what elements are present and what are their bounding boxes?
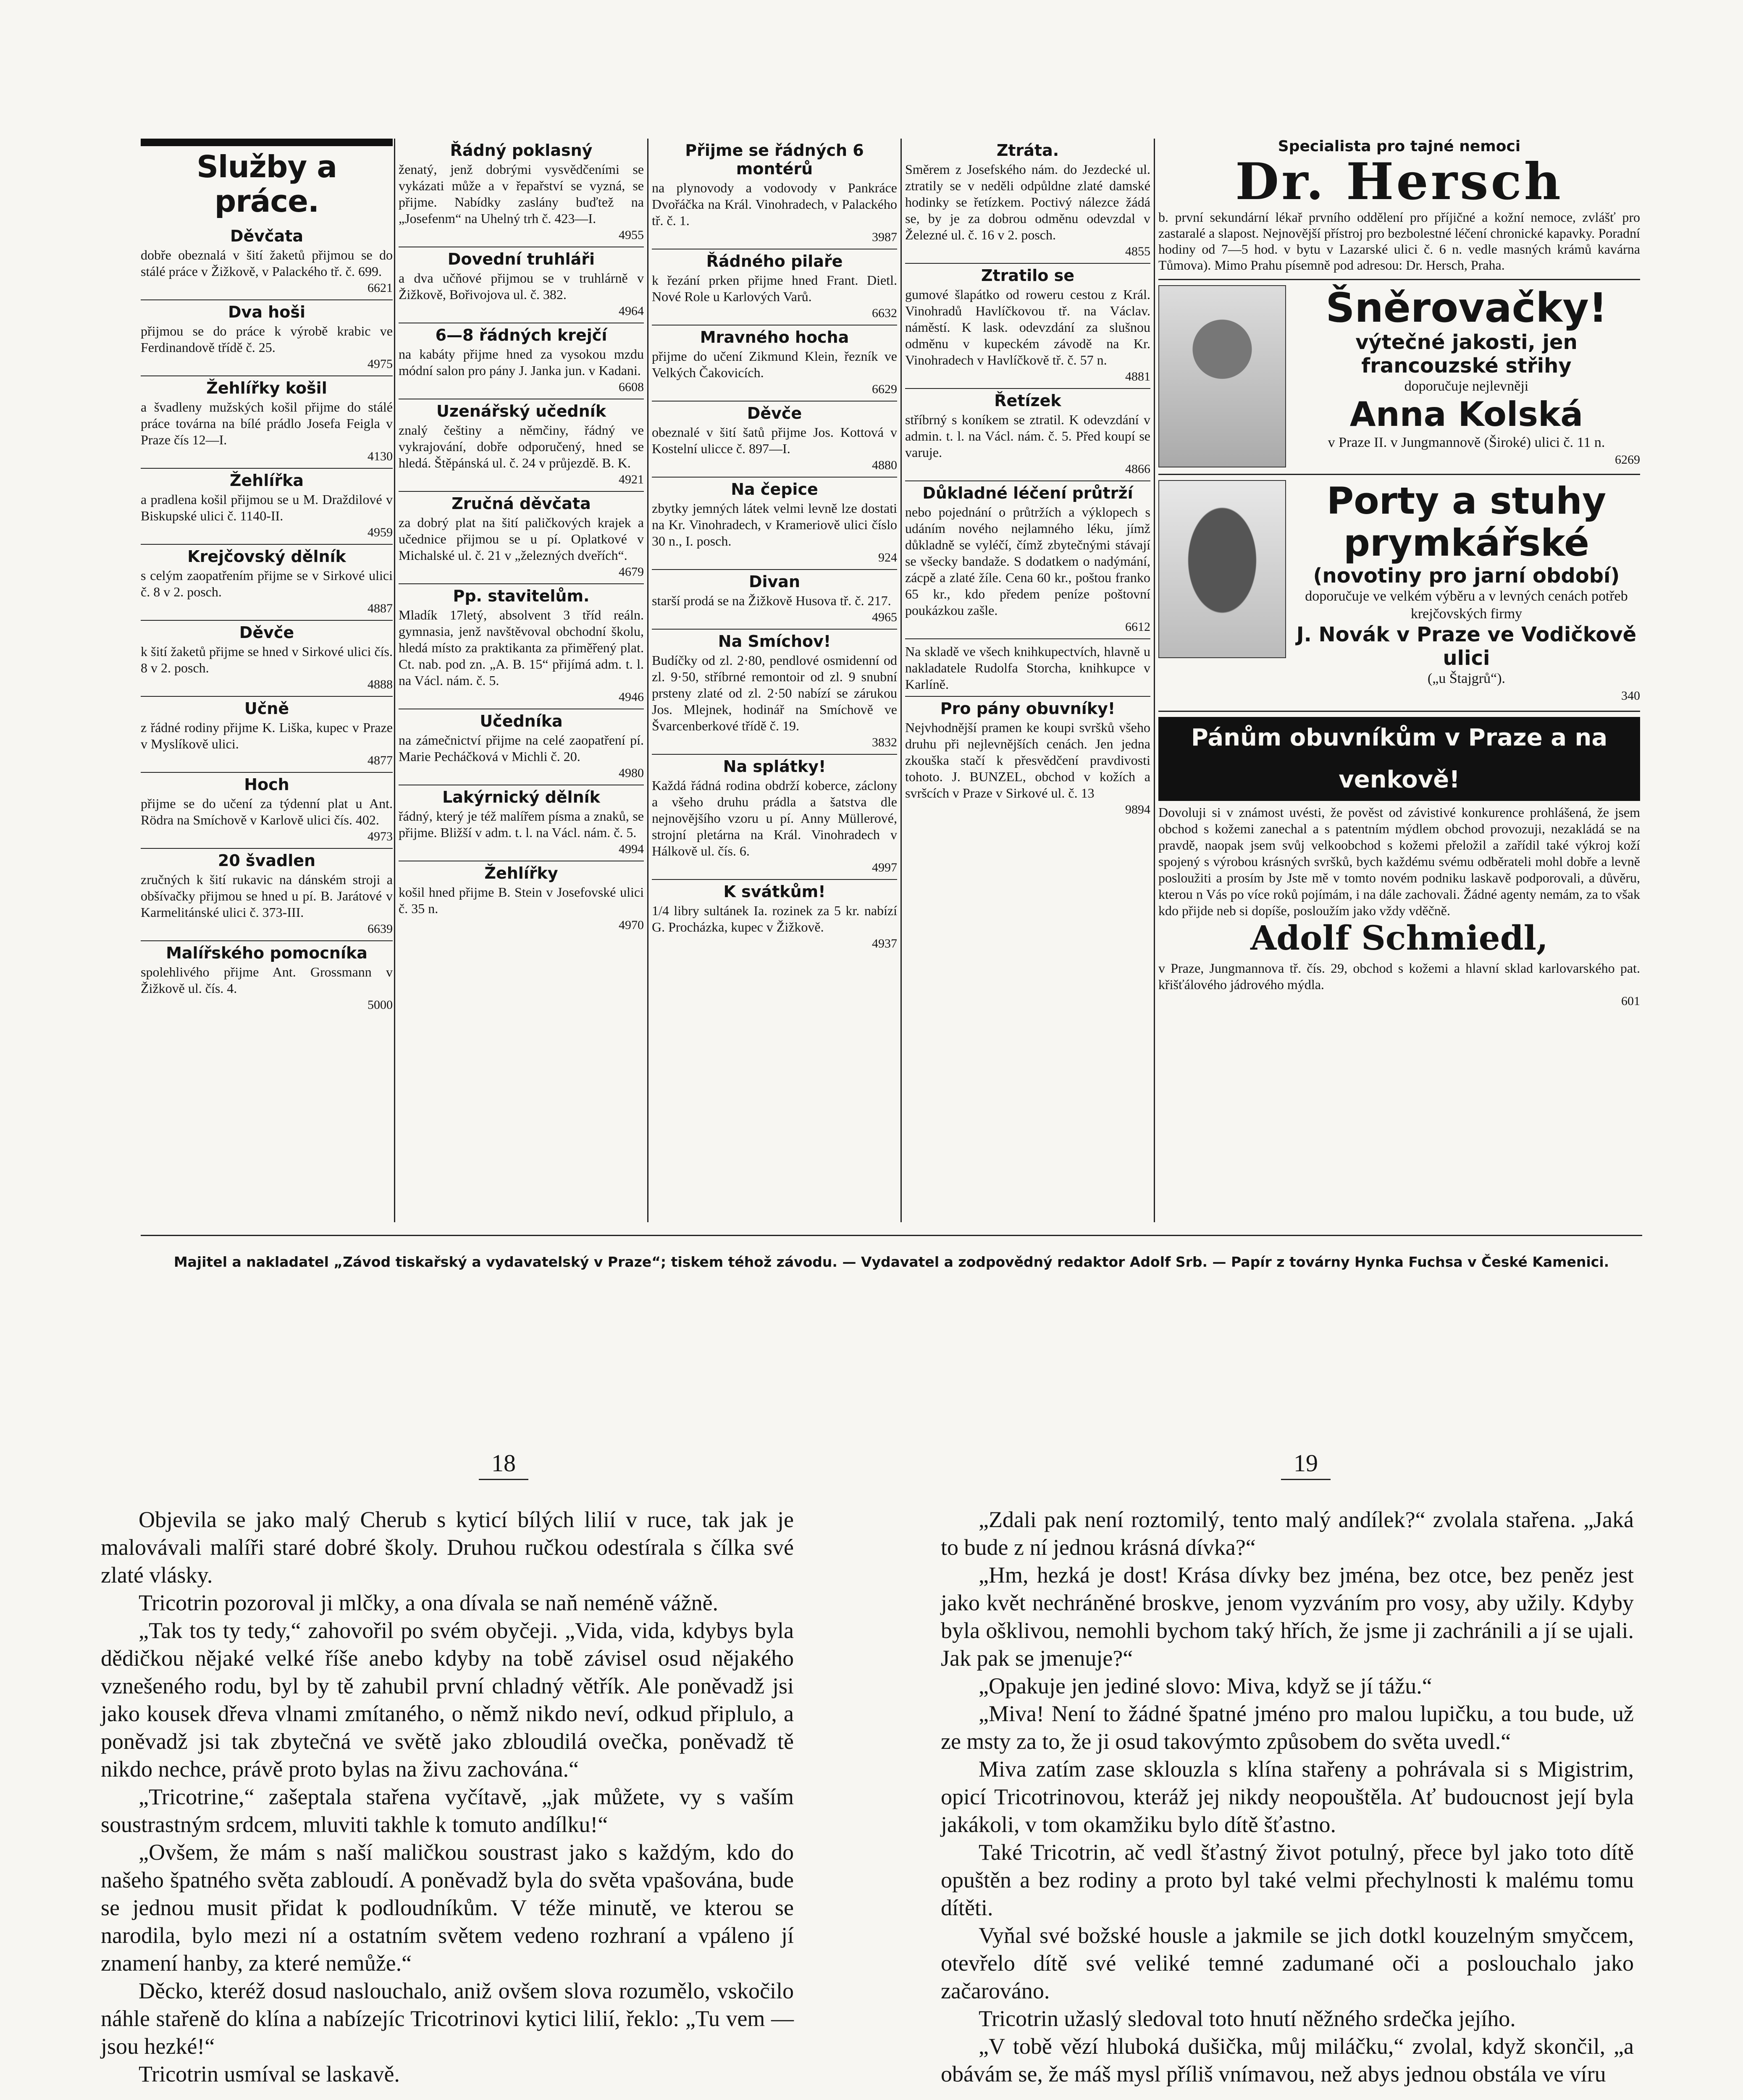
ad-number: 6629	[872, 382, 897, 396]
story-paragraph: „Zdali pak není roztomilý, tento malý andílek?“ zvolala stařena. „Jaká to bude z ní jednou krásná dívka?“	[941, 1507, 1634, 1560]
ad-number: 4997	[872, 861, 897, 874]
ad-body: na plynovody a vodovody v Pankráce Dvořáčka na Král. Vinohradech, v Palackého tř. č. 1.	[652, 180, 897, 228]
hersch-name: Dr. Hersch	[1235, 152, 1563, 211]
schmiedl-name: Adolf Schmiedl,	[1250, 918, 1548, 958]
ad-number: 9894	[1125, 803, 1150, 816]
ad-title: 6—8 řádných krejčí	[435, 326, 607, 344]
ads-column-2	[394, 139, 647, 1222]
ad-body: přijme se do učení za týdenní plat u Ant. Rödra na Smíchově v Karlově ulici čís. 402.	[141, 796, 393, 827]
ad-item	[399, 709, 644, 785]
section-title: Služby a práce.	[197, 149, 337, 219]
ad-title: Děvče	[239, 623, 294, 642]
story-paragraph: „Tak tos ty tedy,“ zahovořil po svém obyčeji. „Vida, vida, kdybys byla dědičkou nějaké velké říše anebo kdyby na tobě závisel osud nějakého vznešeného rodu, byl by tě zahubil první chladný větřík. Ale poněvadž jsi jako kousek dřeva vlnami zmítaného, o němž nikdo neví, odkud připlulo, a poněvadž jsi tak zbytečná ve světě jako zbloudilá ovečka, poněvadž tě nikdo nechce, právě proto bylas na živu zachována.“	[101, 1618, 794, 1782]
porty-sub: (novotiny pro jarní období)	[1313, 564, 1620, 588]
ad-number: 4866	[1125, 462, 1150, 476]
ad-body: a dva učňové přijmou se v truhlárně v Žižkově, Bořivojova ul. č. 382.	[399, 270, 644, 302]
footer-rule	[141, 1235, 1642, 1236]
schmiedl-num: 601	[1621, 994, 1640, 1008]
dress-form-illustration	[1158, 480, 1286, 658]
publisher-footer: Majitel a nakladatel „Závod tiskařský a vydavatelský v Praze“; tiskem téhož závodu. — Vydavatel a zodpovědný redaktor Adolf Srb. — Papír z továrny Hynka Fuchsa v České Kamenici.	[173, 1254, 1609, 1270]
ad-title: Děvčata	[230, 227, 304, 245]
ad-body: Každá řádná rodina obdrží koberce, záclony a všeho druhu prádla a šatstva dle nejnovějšího vzoru u pí. Anny Müllerové, strojní pletárna na Král. Vinohradech v Hálkově ul. čís. 6.	[652, 778, 897, 858]
classified-ads	[141, 139, 1642, 1222]
ad-item	[399, 323, 644, 399]
ad-number: 4959	[368, 525, 393, 539]
corset-line2: francouzské střihy	[1361, 354, 1572, 378]
ad-number: 4955	[619, 228, 644, 242]
ad-body: k šití žaketů přijme se hned v Sirkové ulici čís. 8 v 2. posch.	[141, 644, 393, 675]
ad-number: 4855	[1125, 244, 1150, 258]
col1-list	[141, 224, 393, 1016]
section-rule	[141, 139, 393, 146]
ad-item	[652, 755, 897, 880]
ad-title: Uzenářský učedník	[436, 402, 606, 420]
porty-firm: J. Novák v Praze ve Vodičkově ulici	[1296, 623, 1637, 670]
ad-number: 924	[878, 551, 897, 564]
ad-item	[905, 639, 1150, 697]
left-page-number: 18	[479, 1449, 528, 1480]
ad-item	[141, 941, 393, 1016]
story-paragraph: Tricotrin usmíval se laskavě.	[139, 2061, 400, 2087]
porty-tag: („u Štajgrů“).	[1427, 671, 1506, 686]
story-paragraph: Objevila se jako malý Cherub s kyticí bílých lilií v ruce, tak jak je malovávali malíři staré dobré školy. Druhou ručkou odestírala s čílka své zlaté vlásky.	[101, 1507, 794, 1588]
story-paragraph: „V tobě vězí hluboká dušička, můj miláčku,“ zvolal, když skončil, „a obávám se, že máš mysl příliš vnímavou, než abys jednou obstála ve víru	[941, 2034, 1634, 2087]
ad-title: Divan	[748, 572, 801, 591]
schmiedl-body: Dovoluji si v známost uvésti, že pověst od závistivé konkurence prohlášená, že jsem obchod s kožemi zanechal a s patentním mýdlem obchod provozuji, nezakládá se na pravdě, naopak jsem svůj velkoobchod s kožemi přeložil a zařídil také výkroj koží spojený s výrobou krásných svršků, bych každému svému odběrateli mohl dobře a levně posloužiti a prosím by Jste mě v tomto novém podniku laskavě podporovali, a důvěru, kterou n Vás po více roků pojímám, i na dále zachovali. Žádné agenty nemám, za to však kdo přijde neb si dopíše, posloužím jako vždy vděčně.	[1158, 805, 1640, 918]
ad-item	[652, 249, 897, 326]
story-paragraph: „Ovšem, že mám s naší maličkou soustrast jako s každým, kdo do našeho špatného světa zabloudí. A poněvadž byla do světa vpašována, bude se jednou musit přidat k podloudníkům. V téže minutě, ve kterou se narodila, bylo mezi ní a ostatním světem vedeno rozhraní a vpáleno jí znamení hanby, za které nemůže.“	[101, 1840, 794, 1976]
ad-item	[399, 861, 644, 937]
ad-body: na kabáty přijme hned za vysokou mzdu módní salon pro pány J. Janka jun. v Kadani.	[399, 346, 644, 378]
ad-number: 4937	[872, 937, 897, 950]
corset-line3: doporučuje nejlevněji	[1404, 378, 1529, 394]
ad-number: 4973	[368, 830, 393, 843]
ad-title: Žehlířky košil	[206, 379, 327, 397]
ad-body: znalý češtiny a němčiny, řádný ve vykrajování, dobře odporučený, hned se hledá. Štěpánská ul. č. 24 v průjezdě. B. K.	[399, 423, 644, 470]
ad-number: 4887	[368, 601, 393, 615]
corset-addr: v Praze II. v Jungmannově (Široké) ulici č. 11 n.	[1328, 435, 1605, 450]
ad-item	[652, 139, 897, 249]
ad-number: 4881	[1125, 370, 1150, 383]
ad-number: 4921	[619, 472, 644, 486]
ad-item	[141, 300, 393, 376]
ad-body: ženatý, jenž dobrými vysvědčeními se vykázati může a v řepařství se vyzná, se přijme. Nabídky zaslány buďtež na „Josefenm“ na Uhelný trh č. 423—I.	[399, 162, 644, 226]
story-paragraph: „Opakuje jen jediné slovo: Miva, když se jí tážu.“	[979, 1673, 1432, 1698]
ad-title: Mravného hocha	[700, 328, 849, 346]
ad-body: 1/4 libry sultánek Ia. rozinek za 5 kr. nabízí G. Procházka, kupec v Žižkově.	[652, 903, 897, 934]
ad-number: 4980	[619, 766, 644, 780]
ad-number: 4880	[872, 458, 897, 472]
ad-title: Řádného pilaře	[706, 252, 843, 270]
ad-body: přijme do učení Zikmund Klein, řezník ve Velkých Čakovicích.	[652, 349, 897, 380]
ad-number: 6639	[368, 922, 393, 936]
ad-item	[399, 785, 644, 861]
ad-body: košil hned přijme B. Stein v Josefovské ulici č. 35 n.	[399, 885, 644, 916]
ad-item	[905, 264, 1150, 389]
ad-title: Na Smíchov!	[718, 632, 831, 651]
ad-body: starší prodá se na Žižkově Husova tř. č. 217.	[652, 593, 891, 608]
ad-title: Lakýrnický dělník	[442, 788, 600, 806]
ad-item	[399, 139, 644, 247]
story-left-page	[101, 1506, 794, 2088]
ad-item	[141, 376, 393, 469]
ad-title: 20 švadlen	[218, 851, 316, 870]
ad-body: k řezání prken přijme hned Frant. Dietl. Nové Role u Karlových Varů.	[652, 273, 897, 304]
ad-number: 4946	[619, 690, 644, 704]
ad-title: K svátkům!	[723, 882, 826, 901]
ad-item	[652, 478, 897, 570]
ad-body: nebo pojednání o průtržích a výklopech s udáním nového nejlamného léku, jímž důkladně se vyléčí, čímž zbytečnými stávají se všecky bandaže. S dodatkem o nadýmání, zácpě a zlaté žíle. Cena 60 kr., poštou franko 65 kr., kdo předem peníze poštovní poukázkou zašle.	[905, 504, 1150, 618]
ad-item	[141, 621, 393, 697]
ad-item	[652, 880, 897, 955]
story-paragraph: Také Tricotrin, ač vedl šťastný život potulný, přece byl jako toto dítě opuštěn a bez rodiny a proto byl také velmi přechylnosti k malému tomu dítěti.	[941, 1840, 1634, 1920]
ad-body: Mladík 17letý, absolvent 3 tříd reáln. gymnasia, jenž navštěvoval obchodní školu, hledá místo za praktikanta za přiměřený plat. Ct. nab. pod zn. „A. B. 15“ přijímá adm. t. l. na Václ. nám. č. 5.	[399, 607, 644, 688]
ads-column-3	[647, 139, 900, 1222]
ad-number: 3987	[872, 230, 897, 244]
col4-list	[902, 139, 1154, 821]
ad-title: Děvče	[747, 404, 802, 423]
ad-body: Budíčky od zl. 2·80, pendlové osmidenní od zl. 9·50, stříbrné remontoir od zl. 9 snubní prsteny zlaté od zl. 2·50 nabízí se zárukou Jos. Mlejnek, hodinář na Smíchově ve Švarcenberkové třídě č. 19.	[652, 653, 897, 733]
story-paragraph: „Hm, hezká je dost! Krása dívky bez jména, bez otce, bez peněz jest jako květ nechráněné broskve, jenom vyzváním pro vosy, aby užily. Kdyby byla ošklivou, nemohli bychom taký hřích, že jsme ji zachránili a jí se ujali. Jak pak se jmenuje?“	[941, 1562, 1634, 1671]
ad-body: spolehlivého přijme Ant. Grossmann v Žižkově ul. čís. 4.	[141, 964, 393, 996]
ads-column-5	[1154, 139, 1643, 1222]
ad-title: Hoch	[244, 775, 289, 794]
ad-body: na zámečnictví přijme na celé zaopatření pí. Marie Pecháčková v Michli č. 20.	[399, 732, 644, 764]
hersch-ad	[1158, 139, 1640, 273]
ad-item	[905, 697, 1150, 821]
ad-body: a pradlena košil přijmou se u M. Draždilové v Biskupské ulici č. 1140-II.	[141, 492, 393, 523]
ad-title: Dva hoši	[228, 303, 305, 321]
ad-title: Ztratilo se	[981, 266, 1075, 285]
ad-number: 4888	[368, 677, 393, 691]
ad-item	[399, 247, 644, 323]
ad-number: 4975	[368, 357, 393, 371]
story-paragraph: „Tricotrine,“ zašeptala stařena vyčítavě, „jak můžete, vy s vaším soustrastným srdcem, mluviti takhle k tomuto andílku!“	[101, 1784, 794, 1837]
porty-body: doporučuje ve velkém výběru a v levných cenách potřeb krejčovských firmy	[1305, 588, 1628, 622]
ad-item	[399, 492, 644, 584]
porty-headline: Porty a stuhy prymkářské	[1326, 479, 1606, 564]
ad-body: gumové šlapátko od roweru cestou z Král. Vinohradů Havlíčkovou tř. na Václav. náměstí. K lask. odevzdání za slušnou odměnu v kupeckém závodě na Kr. Vinohradech v Havlíčkově tř. č. 57 n.	[905, 287, 1150, 368]
ad-title: Učně	[244, 699, 289, 718]
ad-item	[399, 399, 644, 492]
schmiedl-addr: v Praze, Jungmannova tř. čís. 29, obchod s kožemi a hlavní sklad karlovarského pat. křišťálového jádrového mýdla.	[1158, 961, 1640, 992]
ad-number: 6632	[872, 306, 897, 320]
story-paragraph: „Miva! Není to žádné špatné jméno pro malou lupičku, a tou bude, už ze msty za to, že ji osud takovýmto způsobem do světa uvedl.“	[941, 1701, 1634, 1754]
ad-body: Směrem z Josefského nám. do Jezdecké ul. ztratily se v neděli odpůldne zlaté damské hodinky se řetízkem. Poctivý nálezce žádá se, by je za dobrou odměnu odevzdal v Železné ul. č. 16 v 2. posch.	[905, 162, 1150, 242]
ad-title: Řádný poklasný	[450, 141, 593, 160]
ad-number: 6612	[1125, 620, 1150, 634]
hersch-kicker: Specialista pro tajné nemoci	[1278, 139, 1521, 155]
ad-title: Krejčovský dělník	[187, 547, 346, 566]
ad-item	[652, 630, 897, 755]
ad-number: 6621	[368, 281, 393, 295]
ad-body: dobře obeznalá v šití žaketů přijmou se do stálé práce v Žižkově, v Palackého tř. č. 699.	[141, 247, 393, 279]
ads-column-1	[141, 139, 393, 1222]
hersch-body: b. první sekundární lékař prvního oddělení pro příjičné a kožní nemoce, zvlášť pro zastaralé a slapost. Nejnovější přístroj pro bezbolestné léčení chronické kapavky. Poradní hodiny od 7—5 hod. v bytu v Lazarské ulici č. 6 n. vedle masných krámů kavárna Tůmova). Mimo Prahu písemně pod adresou: Dr. Hersch, Praha.	[1158, 210, 1640, 273]
ad-item	[652, 326, 897, 402]
ad-item	[652, 570, 897, 630]
porty-num: 340	[1621, 689, 1640, 703]
ad-body: stříbrný s koníkem se ztratil. K odevzdání v admin. t. l. na Václ. nám. č. 5. Před koupí se varuje.	[905, 412, 1150, 460]
ad-number: 4970	[619, 918, 644, 932]
story-paragraph: Vyňal své božské housle a jakmile se jich dotkl kouzelným smyčcem, otevřelo dítě své veliké temné zadumané oči a poslouchalo jako začarováno.	[941, 1923, 1634, 2003]
ad-number: 6608	[619, 380, 644, 394]
ad-title: Na čepice	[731, 480, 818, 499]
ad-title: Pro pány obuvníky!	[940, 699, 1116, 718]
porty-ad	[1158, 474, 1640, 704]
ad-title: Malířského pomocníka	[166, 944, 368, 962]
corset-name: Anna Kolská	[1349, 395, 1583, 434]
ad-title: Na splátky!	[723, 757, 826, 776]
ad-item	[652, 402, 897, 478]
story-paragraph: Tricotrin pozoroval ji mlčky, a ona dívala se naň neméně vážně.	[139, 1590, 719, 1615]
ad-number: 4994	[619, 842, 644, 856]
ad-item	[141, 224, 393, 300]
ad-body: Na skladě ve všech knihkupectvích, hlavně u nakladatele Rudolfa Storcha, knihkupce v Karlíně.	[905, 644, 1150, 692]
ad-body: Nejvhodnější pramen ke koupi svršků všeho druhu při nejlevnějších cenách. Jen jedna zkouška stačí k přesvědčení pravdivosti tohoto. J. BUNZEL, obchod v kožích a svršcích v Praze v Sirkové ul. č. 13	[905, 720, 1150, 801]
ad-body: řádný, který je též malířem písma a znaků, se přijme. Bližší v adm. t. l. na Václ. nám. č. 5.	[399, 808, 644, 840]
ad-item	[141, 697, 393, 773]
ad-item	[141, 773, 393, 849]
ad-title: Zručná děvčata	[452, 494, 591, 513]
ad-item	[141, 849, 393, 941]
ad-body: za dobrý plat na šití paličkových krajek a učednice přijmou se u pí. Oplatkové v Michalské ul. č. 21 v „železných dveřích“.	[399, 515, 644, 563]
ad-item	[399, 584, 644, 709]
col3-list	[648, 139, 900, 955]
ad-body: zručných k šití rukavic na dánském stroji a obšívačky přijmou se hned u pí. B. Jarátové v Karmelitánské ulici č. 373-III.	[141, 872, 393, 920]
ad-body: z řádné rodiny přijme K. Liška, kupec v Praze v Myslíkově ulici.	[141, 720, 393, 751]
ad-item	[141, 469, 393, 545]
corset-headline: Šněrovačky!	[1326, 284, 1607, 331]
ad-body: s celým zaopatřením přijme se v Sirkové ulici č. 8 v 2. posch.	[141, 568, 393, 599]
ad-title: Ztráta.	[996, 141, 1059, 160]
ad-item	[905, 139, 1150, 264]
col2-list	[395, 139, 647, 937]
story-paragraph: Děcko, kteréž dosud naslouchalo, aniž ovšem slova rozumělo, vskočilo náhle stařeně do klína a nabízejíc Tricotrinovi kytici lilií, řeklo: „Tu vem — jsou hezké!“	[101, 1978, 794, 2059]
corset-ad	[1158, 279, 1640, 468]
corset-line1: výtečné jakosti, jen	[1355, 331, 1578, 354]
ads-column-4	[900, 139, 1154, 1222]
ad-title: Pp. stavitelům.	[453, 587, 590, 605]
story-right-page	[941, 1506, 1634, 2088]
ad-title: Důkladné léčení průtrží	[922, 484, 1133, 502]
cherub-illustration	[1158, 285, 1286, 467]
right-page-number: 19	[1281, 1449, 1331, 1480]
schmiedl-banner: Pánům obuvníkům v Praze a na venkově!	[1158, 717, 1640, 801]
ad-number: 4679	[619, 565, 644, 579]
ad-item	[905, 389, 1150, 481]
ad-item	[905, 481, 1150, 639]
ad-body: a švadleny mužských košil přijme do stálé práce továrna na bílé prádlo Josefa Feigla v Praze čís 12—I.	[141, 399, 393, 447]
schmiedl-ad	[1158, 711, 1640, 1009]
ad-number: 4964	[619, 304, 644, 318]
ad-number: 4965	[872, 610, 897, 624]
story-paragraph: Tricotrin užaslý sledoval toto hnutí něžného srdečka jejího.	[979, 2006, 1516, 2031]
ad-title: Žehlířka	[229, 471, 304, 490]
ad-title: Žehlířky	[484, 864, 558, 882]
ad-body: přijmou se do práce k výrobě krabic ve Ferdinandově třídě č. 25.	[141, 323, 393, 355]
story-paragraph: Miva zatím zase sklouzla s klína stařeny a pohrávala si s Migistrim, opicí Tricotrinovou, kteráž jej nikdy neopouštěla. Ať budoucnost její byla jakákoli, v tom okamžiku bylo dítě šťastno.	[941, 1756, 1634, 1837]
corset-num: 6269	[1615, 453, 1640, 467]
ad-title: Učedníka	[480, 712, 563, 730]
ad-title: Dovední truhláři	[447, 250, 595, 268]
ad-number: 4130	[368, 449, 393, 463]
ad-number: 3832	[872, 735, 897, 749]
ad-body: obeznalé v šití šatů přijme Jos. Kottová v Kostelní ulicce č. 897—I.	[652, 425, 897, 456]
ad-title: Řetízek	[994, 391, 1061, 410]
ad-item	[141, 545, 393, 621]
ad-title: Přijme se řádných 6 montérů	[685, 141, 864, 178]
ad-number: 5000	[368, 998, 393, 1012]
ad-number: 4877	[368, 753, 393, 767]
ad-body: zbytky jemných látek velmi levně lze dostati na Kr. Vinohradech, v Krameriově ulici číslo 30 n., I. posch.	[652, 501, 897, 549]
